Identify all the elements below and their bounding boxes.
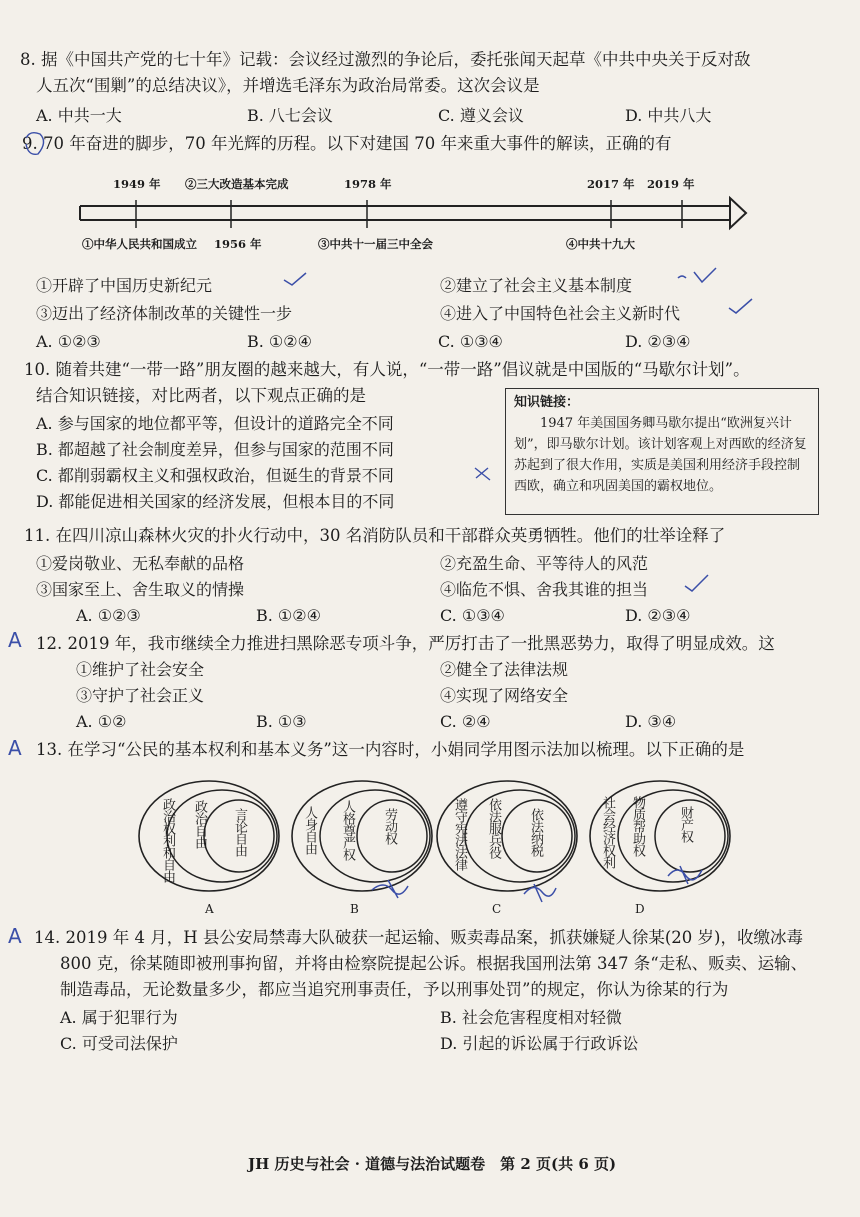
q12-option-a: A. ①② <box>76 712 127 731</box>
q10-option-a: A. 参与国家的地位都平等，但设计的道路完全不同 <box>36 414 394 433</box>
q10-option-c: C. 都削弱霸权主义和强权政治，但诞生的背景不同 <box>36 466 394 485</box>
knowledge-link-box <box>505 388 819 515</box>
q14-option-c: C. 可受司法保护 <box>60 1034 178 1053</box>
q12-statement-4: ④实现了网络安全 <box>440 686 569 705</box>
cross-mark-icon <box>664 862 706 888</box>
check-mark-icon <box>682 572 712 594</box>
q12-option-b: B. ①③ <box>256 712 307 731</box>
timeline-arrow <box>76 194 750 234</box>
q10-line1: 10. 随着共建“一带一路”朋友圈的越来越大，有人说，“一带一路”倡议就是中国版的“马歇尔计划”。 <box>24 360 750 379</box>
q9-stem: 9. 70 年奋进的脚步，70 年光辉的历程。以下对建国 70 年来重大事件的解读，正确的有 <box>22 134 672 153</box>
q8-line1: 8. 据《中国共产党的七十年》记载：会议经过激烈的争论后，委托张闻天起草《中共中央关于反对敌 <box>20 50 751 69</box>
q12-statement-3: ③守护了社会正义 <box>76 686 205 705</box>
diagram-c-middle: 依法服兵役 <box>486 798 501 858</box>
q14-line1: 14. 2019 年 4 月，H 县公安局禁毒大队破获一起运输、贩卖毒品案，抓获嫌疑人徐某(20 岁)，收缴冰毒 <box>34 928 803 947</box>
timeline-2019: 2019 年 <box>647 177 695 191</box>
diagram-a-outer: 政治权利和自由 <box>160 798 175 882</box>
q8-option-b: B. 八七会议 <box>247 106 333 125</box>
q11-statement-2: ②充盈生命、平等待人的风范 <box>440 554 649 573</box>
knowledge-link-title: 知识链接： <box>514 395 580 410</box>
diagram-a-letter: A <box>205 902 214 916</box>
q13-stem: 13. 在学习“公民的基本权利和基本义务”这一内容时，小娟同学用图示法加以梳理。以下正确的是 <box>36 740 745 759</box>
cross-mark-icon <box>472 464 494 484</box>
check-mark-icon <box>726 296 756 316</box>
timeline-event-3: ③中共十一届三中全会 <box>318 237 433 251</box>
q10-option-d: D. 都能促进相关国家的经济发展，但根本目的不同 <box>36 492 395 511</box>
q8-option-c: C. 遵义会议 <box>438 106 524 125</box>
handwritten-answer-q13: A <box>8 736 22 760</box>
q11-option-d: D. ②③④ <box>625 606 691 625</box>
q9-statement-1: ①开辟了中国历史新纪元 <box>36 276 213 295</box>
handwritten-answer-q12: A <box>8 628 22 652</box>
q8-line2: 人五次“围剿”的总结决议》，并增选毛泽东为政治局常委。这次会议是 <box>36 76 540 95</box>
knowledge-link-body: 1947 年美国国务卿马歇尔提出“欧洲复兴计划”，即马歇尔计划。该计划客观上对西欧的经济复苏起到了很大作用，实质是美国利用经济手段控制西欧，确立和巩固美国的霸权地位。 <box>514 416 807 494</box>
diagram-a-circles <box>134 776 284 896</box>
q12-option-c: C. ②④ <box>440 712 491 731</box>
timeline-1956: 1956 年 <box>214 237 262 251</box>
q14-line2: 800 克，徐某随即被刑事拘留，并将由检察院提起公诉。根据我国刑法第 347 条“走私、贩卖、运输、 <box>60 954 808 973</box>
timeline-2017: 2017 年 <box>587 177 635 191</box>
diagram-b-inner: 劳动权 <box>382 808 397 844</box>
page-footer: JH 历史与社会 · 道德与法治试题卷 第 2 页(共 6 页) <box>248 1155 617 1173</box>
q9-statement-4: ④进入了中国特色社会主义新时代 <box>440 304 681 323</box>
diagram-b-letter: B <box>350 902 359 916</box>
diagram-d-outer: 社会经济权利 <box>600 796 615 868</box>
q9-option-b: B. ①②④ <box>247 332 312 351</box>
timeline-event-4: ④中共十九大 <box>566 237 635 251</box>
diagram-b-outer: 人身自由 <box>302 806 317 854</box>
diagram-c-letter: C <box>492 902 502 916</box>
timeline-event-1: ①中华人民共和国成立 <box>82 237 197 251</box>
diagram-d-letter: D <box>635 902 645 916</box>
diagram-d-inner: 财产权 <box>678 806 693 842</box>
diagram-c-outer: 遵守宪法法律 <box>452 798 467 870</box>
handwritten-answer-q14: A <box>8 924 22 948</box>
q14-option-d: D. 引起的诉讼属于行政诉讼 <box>440 1034 639 1053</box>
q9-statement-2: ②建立了社会主义基本制度 <box>440 276 633 295</box>
q8-option-a: A. 中共一大 <box>36 106 122 125</box>
check-mark-icon <box>674 266 722 286</box>
q11-statement-1: ①爱岗敬业、无私奉献的品格 <box>36 554 245 573</box>
q12-statement-2: ②健全了法律法规 <box>440 660 569 679</box>
q11-statement-4: ④临危不惧、舍我其谁的担当 <box>440 580 649 599</box>
q8-option-d: D. 中共八大 <box>625 106 712 125</box>
diagram-b-middle: 人格尊严权 <box>340 800 355 860</box>
q11-option-c: C. ①③④ <box>440 606 505 625</box>
diagram-c-inner: 依法纳税 <box>528 808 543 856</box>
q11-stem: 11. 在四川凉山森林火灾的扑火行动中，30 名消防队员和干部群众英勇牺牲。他们的壮举诠释了 <box>24 526 726 545</box>
diagram-a-middle: 政治自由 <box>192 800 207 848</box>
cross-mark-icon <box>368 878 412 900</box>
q9-statement-3: ③迈出了经济体制改革的关键性一步 <box>36 304 293 323</box>
q11-option-b: B. ①②④ <box>256 606 321 625</box>
q12-statement-1: ①维护了社会安全 <box>76 660 205 679</box>
q10-option-b: B. 都超越了社会制度差异，但参与国家的范围不同 <box>36 440 394 459</box>
q9-option-d: D. ②③④ <box>625 332 691 351</box>
handwritten-circle-mark <box>20 128 50 158</box>
cross-mark-icon <box>520 880 560 904</box>
q10-line2: 结合知识链接，对比两者，以下观点正确的是 <box>36 386 366 405</box>
q14-option-a: A. 属于犯罪行为 <box>60 1008 178 1027</box>
timeline-1949: 1949 年 <box>113 177 161 191</box>
q14-line3: 制造毒品，无论数量多少，都应当追究刑事责任，予以刑事处罚”的规定，你认为徐某的行为 <box>60 980 729 999</box>
diagram-a-inner: 言论自由 <box>232 808 247 856</box>
q11-option-a: A. ①②③ <box>76 606 141 625</box>
q9-option-c: C. ①③④ <box>438 332 503 351</box>
q9-option-a: A. ①②③ <box>36 332 101 351</box>
timeline-event-2: ②三大改造基本完成 <box>185 177 289 191</box>
q11-statement-3: ③国家至上、舍生取义的情操 <box>36 580 245 599</box>
diagram-d-middle: 物质帮助权 <box>630 796 645 856</box>
q14-option-b: B. 社会危害程度相对轻微 <box>440 1008 622 1027</box>
timeline-1978: 1978 年 <box>344 177 392 191</box>
q12-stem: 12. 2019 年，我市继续全力推进扫黑除恶专项斗争，严厉打击了一批黑恶势力，取得了明显成效。这 <box>36 634 775 653</box>
check-mark-icon <box>280 270 310 288</box>
q12-option-d: D. ③④ <box>625 712 677 731</box>
